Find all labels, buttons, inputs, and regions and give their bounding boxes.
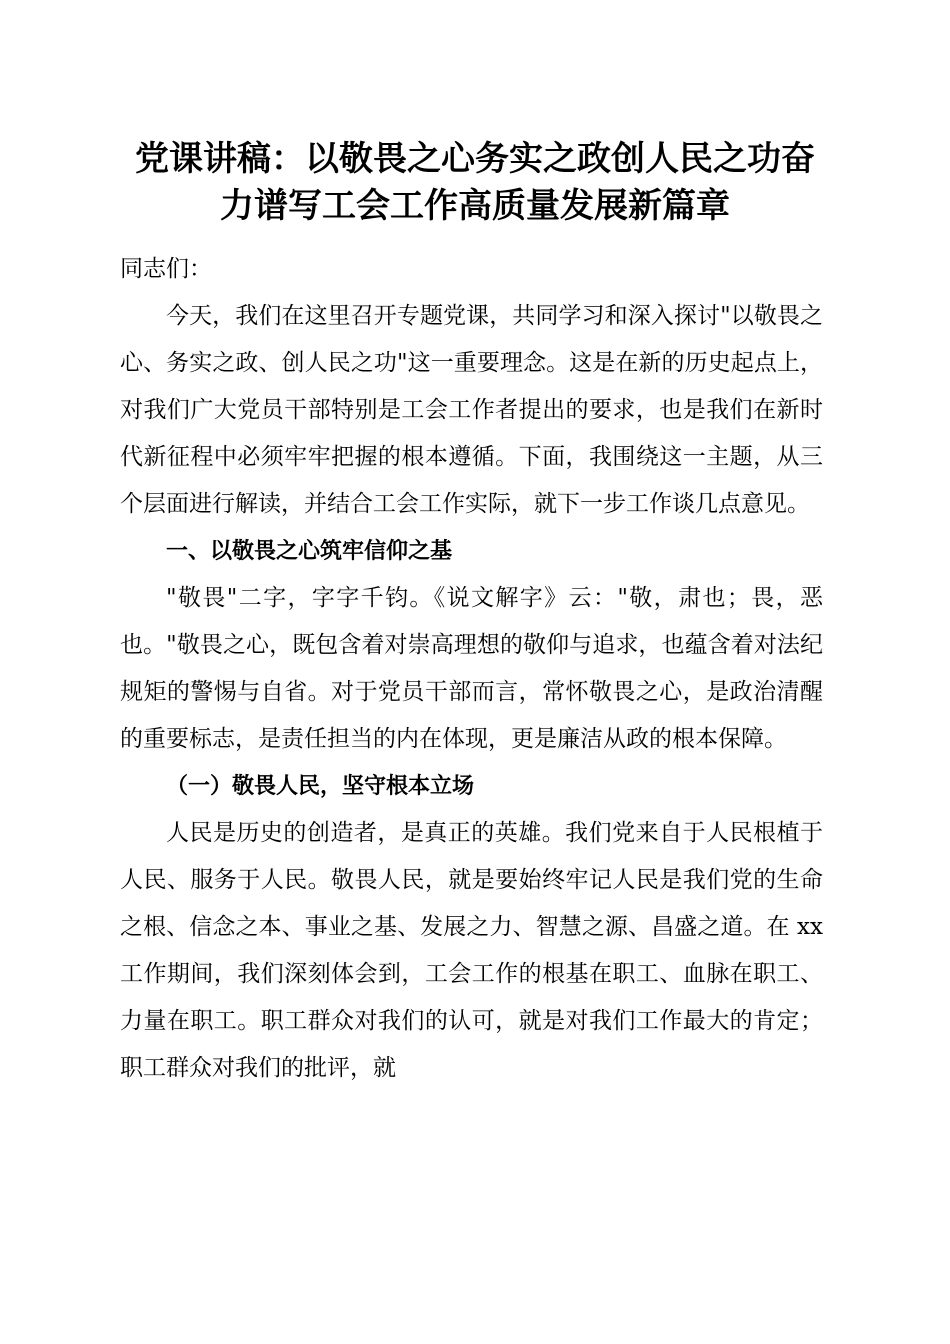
section-1-heading: 一、以敬畏之心筑牢信仰之基 (166, 539, 453, 564)
intro-paragraph: 今天，我们在这里召开专题党课，共同学习和深入探讨"以敬畏之心、务实之政、创人民之功"这一重要理念。这是在新的历史起点上，对我们广大党员干部特别是工会工作者提出的要求，也是我们在新时代新征程中必须牢牢把握的根本遵循。下面，我围绕这一主题，从三个层面进行解读，并结合工会工作实际，就下一步工作谈几点意见。 (120, 303, 823, 517)
document-title (100, 136, 850, 230)
section-1-paragraph: "敬畏"二字，字字千钧。《说文解字》云："敬，肃也；畏，恶也。"敬畏之心，既包含着对崇高理想的敬仰与追求，也蕴含着对法纪规矩的警惕与自省。对于党员干部而言，常怀敬畏之心，是政治清醒的重要标志，是责任担当的内在体现，更是廉洁从政的根本保障。 (120, 585, 823, 752)
title-line-1: 党课讲稿：以敬畏之心务实之政创人民之功奋 (135, 139, 815, 179)
subsection-1-heading: （一）敬畏人民，坚守根本立场 (166, 773, 475, 799)
document-body (120, 246, 823, 1092)
title-line-2: 力谱写工会工作高质量发展新篇章 (220, 186, 730, 226)
salutation: 同志们： (120, 256, 212, 282)
subsection-1-paragraph: 人民是历史的创造者，是真正的英雄。我们党来自于人民根植于人民、服务于人民。敬畏人民，就是要始终牢记人民是我们党的生命之根、信念之本、事业之基、发展之力、智慧之源、昌盛之道。在 xx 工作期间，我们深刻体会到，工会工作的根基在职工、血脉在职工、力量在职工。职工群众对我们的认可，就是对我们工作最大的肯定；职工群众对我们的批评，就 (120, 820, 823, 1081)
